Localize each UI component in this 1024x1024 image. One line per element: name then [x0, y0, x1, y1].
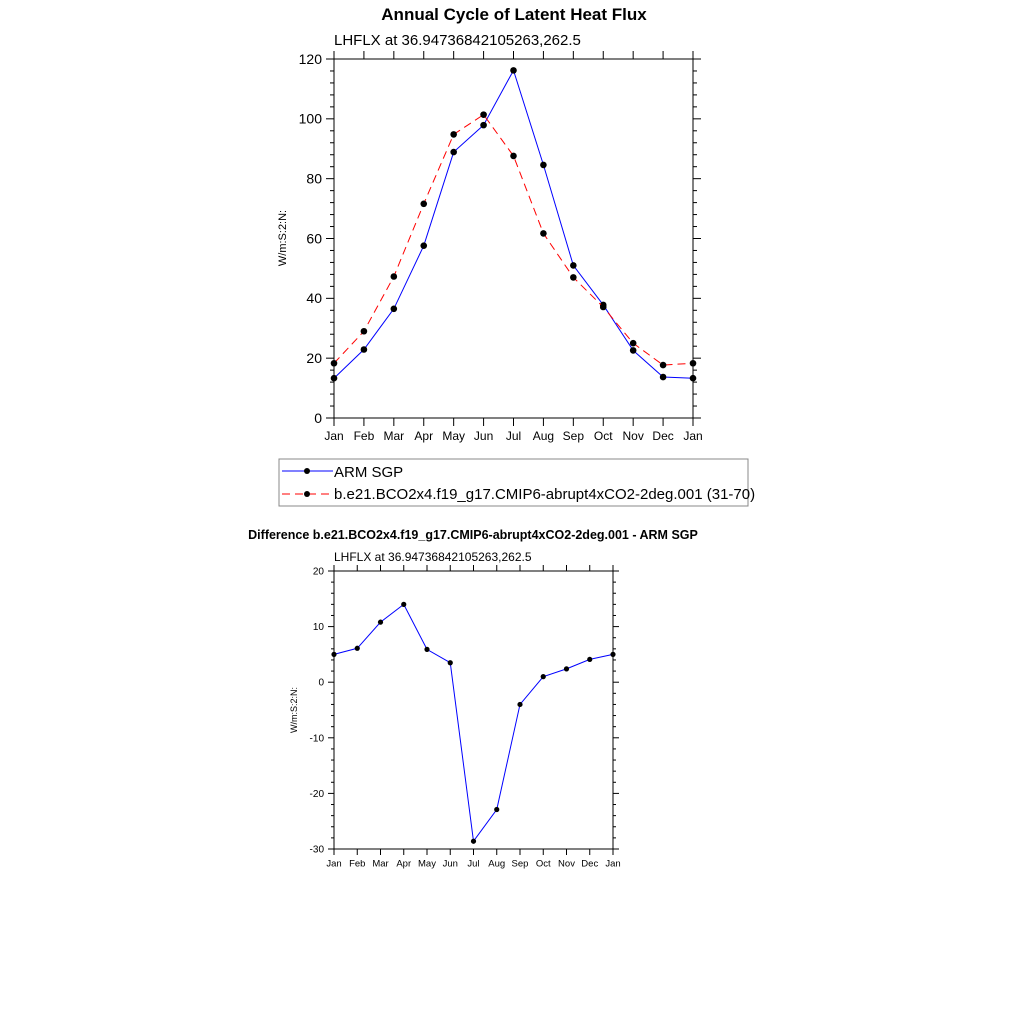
data-point — [480, 111, 487, 118]
data-point — [361, 328, 368, 335]
x-tick-label: Dec — [652, 429, 674, 443]
x-tick-label: Apr — [414, 429, 434, 443]
data-point — [564, 666, 569, 671]
x-tick-label: May — [418, 858, 436, 870]
data-point — [510, 67, 517, 74]
data-point — [540, 162, 547, 169]
data-point — [331, 652, 336, 657]
legend-marker-model — [304, 491, 310, 497]
x-tick-label: Jul — [505, 429, 522, 443]
y-tick-label: 20 — [306, 350, 322, 367]
x-tick-label: Dec — [581, 858, 599, 870]
data-point — [630, 347, 637, 354]
data-point — [471, 839, 476, 844]
x-tick-label: Nov — [622, 429, 644, 443]
x-tick-label: Mar — [383, 429, 405, 443]
x-tick-label: Jun — [473, 429, 494, 443]
chart1-subtitle: LHFLX at 36.94736842105263,262.5 — [334, 32, 581, 49]
x-tick-label: Jan — [324, 429, 344, 443]
data-point — [420, 200, 427, 207]
data-point — [610, 652, 615, 657]
data-point — [600, 304, 607, 311]
data-point — [361, 346, 368, 353]
x-tick-label: Jan — [683, 429, 703, 443]
series-line-1 — [334, 115, 693, 365]
chart-difference — [248, 528, 698, 870]
data-point — [391, 273, 398, 280]
x-tick-label: Apr — [396, 858, 412, 870]
data-point — [541, 674, 546, 679]
chart2-axes — [310, 565, 621, 870]
data-point — [660, 374, 667, 381]
data-point — [448, 660, 453, 665]
data-point — [660, 362, 667, 369]
data-point — [480, 122, 487, 129]
y-tick-label: 20 — [312, 566, 324, 578]
data-point — [331, 375, 338, 382]
x-tick-label: Oct — [593, 429, 613, 443]
chart2-series — [331, 602, 615, 844]
data-point — [391, 306, 398, 313]
y-tick-label: 10 — [312, 622, 324, 634]
chart2-subtitle: LHFLX at 36.94736842105263,262.5 — [334, 550, 532, 564]
chart2-title: Difference b.e21.BCO2x4.f19_g17.CMIP6-abrupt4xCO2-2deg.001 - ARM SGP — [248, 528, 698, 542]
chart1-series — [331, 67, 697, 381]
data-point — [331, 360, 338, 367]
x-tick-label: Jan — [605, 858, 621, 870]
legend-label-model: b.e21.BCO2x4.f19_g17.CMIP6-abrupt4xCO2-2deg.001 (31-70) — [334, 486, 756, 503]
y-tick-label: 0 — [318, 677, 324, 689]
x-tick-label: Jan — [326, 858, 342, 870]
data-point — [690, 375, 697, 382]
plot-frame — [334, 59, 693, 418]
data-point — [378, 620, 383, 625]
chart2-ylabel: W/m:S:2:N: — [289, 686, 299, 734]
x-tick-label: Jul — [467, 858, 480, 870]
y-tick-label: -30 — [309, 844, 324, 856]
y-tick-label: 120 — [298, 50, 322, 67]
data-point — [570, 262, 577, 269]
data-point — [355, 646, 360, 651]
y-tick-label: 80 — [306, 170, 322, 187]
data-point — [540, 230, 547, 237]
y-tick-label: 0 — [314, 409, 322, 426]
plot-frame — [334, 571, 613, 849]
x-tick-label: Aug — [488, 858, 506, 870]
data-point — [450, 149, 457, 156]
x-tick-label: Jun — [442, 858, 458, 870]
x-tick-label: Mar — [372, 858, 389, 870]
chart-annual-cycle — [277, 32, 755, 506]
y-tick-label: 100 — [298, 110, 322, 127]
x-tick-label: Feb — [353, 429, 375, 443]
y-tick-label: -10 — [309, 733, 324, 745]
series-line-0 — [334, 604, 613, 841]
x-tick-label: Sep — [511, 858, 529, 870]
y-tick-label: -20 — [309, 788, 324, 800]
x-tick-label: May — [442, 429, 466, 443]
data-point — [401, 602, 406, 607]
figure-title: Annual Cycle of Latent Heat Flux — [381, 5, 647, 24]
data-point — [450, 131, 457, 138]
data-point — [587, 657, 592, 662]
series-line-0 — [334, 70, 693, 378]
x-tick-label: Oct — [535, 858, 551, 870]
data-point — [510, 153, 517, 160]
x-tick-label: Feb — [349, 858, 366, 870]
x-tick-label: Sep — [562, 429, 585, 443]
x-tick-label: Aug — [532, 429, 555, 443]
data-point — [424, 647, 429, 652]
chart1-ylabel: W/m:S:2:N: — [277, 209, 289, 267]
x-tick-label: Nov — [558, 858, 575, 870]
chart1-legend — [279, 459, 755, 506]
y-tick-label: 40 — [306, 290, 322, 307]
y-tick-label: 60 — [306, 230, 322, 247]
data-point — [494, 807, 499, 812]
data-point — [420, 242, 427, 249]
data-point — [570, 274, 577, 281]
data-point — [517, 702, 522, 707]
data-point — [690, 360, 697, 367]
data-point — [630, 340, 637, 347]
chart1-axes — [299, 51, 703, 443]
legend-label-arm: ARM SGP — [334, 464, 404, 481]
legend-marker-arm — [304, 468, 310, 474]
